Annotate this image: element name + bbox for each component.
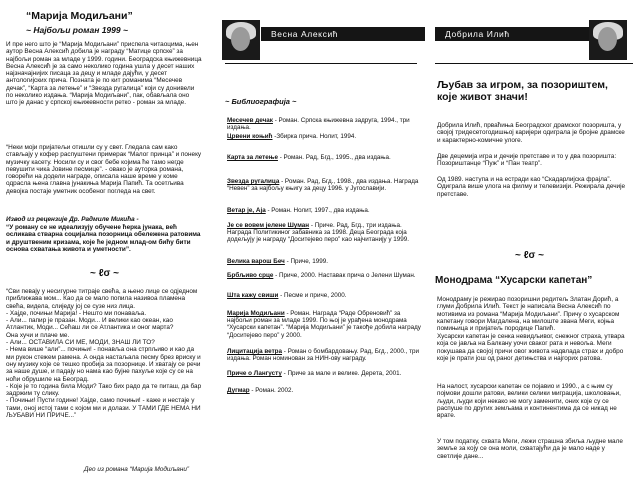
entry-details: - Роман. Награда “Раде Обреновић” за најбољи роман за младе 1999. По њој је урађена монодрама “Хусарски капетан”. “Марија Модиљани” је такође добила награду “Доситејево перо” у 2000. [227,310,421,339]
entry-title: Брбљиво срце [227,272,274,279]
divider [435,63,633,64]
entry-title: Шта кажу свиши [227,292,279,299]
bibliography-entry [227,117,423,131]
ornament: ~ ℓσ ~ [515,250,544,261]
bibliography-entry [227,310,423,339]
bibliography-heading: ~ Библиографија ~ [225,97,297,106]
headline: Љубав за игром, за позориштем, које живот значи! [437,79,608,103]
entry-details: - Роман. Рад, Бгд., 1995., два издања. [277,154,391,161]
book-title: “Марија Модиљани” [26,10,133,22]
right-column [431,0,637,480]
book-subtitle: ~ Најбољи роман 1999 ~ [26,25,128,35]
entry-details: - Приче, 1999. [284,258,329,265]
paragraph: У том податку, схвата Меги, лежи страшна збиља људне мале земље за коју се она моли, схватајући да је мало наде у светлије дане... [437,438,623,460]
bibliography-entry [227,272,423,279]
review-text: “У роману се не идеализују обучене ћерка јунака, већ осликава стварна социјална позорница обележена ратовима и друштвеним кризама, које ће једном млад-ом бићу бити основа схватања живота и уметности”. [6,224,201,253]
entry-title: Је се вовем јелене Шуман [227,222,310,229]
entry-title: Дугмар [227,387,250,394]
entry-details: - Песме и приче, 2000. [278,292,347,299]
bibliography-entry [227,154,423,161]
actress-photo [589,20,627,60]
entry-title: Ветар је, Аја [227,207,266,214]
entry-title: Карта за летење [227,154,278,161]
middle-column [219,0,425,480]
entry-title: Месечев дечак [227,117,273,124]
paragraph: Монодраму је режирао позоришни редитељ Златан Дорић, а глуми Добрила Илић. Текст је написала Весна Алексић по мотивима из романа “Марија Модиљани”. Причу о хусарском капетану говори Магдалена, на милоште звана Меги, којња помињица и пријатељ породице Папић. [437,296,620,333]
paragraph: На налост, хусарски капетан се појавио и 1990., а с њим су појмови дошли ратови, велики селики миграција, школовањи, људи, људи који некако не могу заменити, оних које су се распуше по других земљама и континентима да се никад не врате. [437,383,621,420]
paragraph: Две децемија игра и дечије претставе и то у два позоришта: Позориштанце “Пуж” и “Пан театр”. [437,153,617,168]
bibliography-entry [227,370,423,377]
bibliography-entry [227,133,423,140]
monodrama-heading: Монодрама “Хусарски капетан” [435,275,593,286]
left-column [4,0,208,480]
bibliography-entry [227,207,423,214]
bibliography-entry [227,292,423,299]
entry-details: - Роман. 2002. [249,387,294,394]
excerpt-footer: Део из романа “Марија Модиљани” [84,466,190,473]
face-shape [598,27,617,51]
entry-details: - Приче. Рад, Бгд., три издања. Награда Политикиног забавника за 1998. Деца Београда која додељују је награду “Доситејево перо” као најчитанију у 1999. [227,222,410,244]
bibliography-entry [227,387,423,394]
entry-title: Црвени коњић [227,133,273,140]
entry-title: Приче о Лангусту [227,370,282,377]
paragraph: Од 1989. наступа и на естради као “Скадарлијска фрајла”. Одиграла више улога на филму и телевизији. Режирала дечије претставе. [437,176,626,198]
paragraph: Хусарски капетан је сенка невидљивог, снежног страха, утвара која се јавља на Балкану уочи сваког рата и невоља. Меги покушава да својој причи овог живота надвлада страх и добро које је прати још од раног детињства и најгорих ратова. [437,333,625,362]
actress-name-bar: Добрила Илић [435,27,597,41]
entry-details: - Роман о бомбардовању. Рад, Бгд., 2000., три издања. Роман номинован за НИН-ову награду. [227,348,419,363]
entry-details: -Збирка прича. Нолит, 1994. [272,133,357,140]
intro-paragraph: И пре него што је “Марија Модиљани” приспела читаоцима, њен аутор Весна Алексић добила је награду “Матице српске” за најбољи роман за младе у 1999. години. Београдска књижевница Весна Алексић је за само неколико година ушла у десет наших најзначајнијих писаца за децу и младе дајући, у десет антологијских прича. Позната је по кит романима “Месечев дечак”, “Карта за летење” и “Звезда ругалица” који су донивели по неколико издања. “Марија Модиљани”, пак, обављала оно што је данас у српској књижевности ретко - роман за младе. [6,41,202,107]
bibliography-entry [227,348,423,362]
divider [225,63,417,64]
entry-title: Звезда ругалица [227,178,280,185]
bibliography-entry [227,178,423,192]
author-name-bar: Весна Алексић [261,27,425,41]
author-photo [222,20,260,60]
entry-title: Марија Модиљани [227,310,285,317]
entry-title: Велика варош Беч [227,258,285,265]
quote-paragraph: “Неки моји пријатељи отишли су у свет. Гледала сам како стављају у кофер распуштени примерак “Малог принца” и понеку музичку касету. Носили су и свог бебе којима ће тамо негде певушити чика Јовине песмице”. - овако је ауторка романа, говорећи на додели награде, описала наше време у коме одрасла њена главна јунакиња Марија Папић. Та осетљива девојка постаје уметник особеног погледа на свет. [6,144,202,195]
excerpt-paragraph: “Сви певају у несигурне титраје свећа, а њено лице се одједном приближава мом... Као да се мало попила називоа пламена свећа, видела, слиједу јој се сузе низ лица. - Хајде, почињи Марија! - Нешто ми понаваља. - Али... папир је празан. Моди... И велики као океан, као Атлантик, Моди... Сећаш ли се Атлантика и оног марта? Она хучи и плаче ме. - Али... ОСТАВИЛА СИ МЕ, МОДИ, ЗНАШ ЛИ ТО? - Нема више “али”... почињи! - понавља она стрпљиво и као да ми рукон стежем рамена. А онда настаљала песму брез вриску и ону музику које се тешко пробија за позорнице. И хватају се речи за наше душе, и падају но нама као бујне пахуље које су се на ноћи обрушиле на Београд. - Које је то година била Моди? Тако бих радо да те питаш, да бар задржим ту слику. - Почињи! Пусти године! Хајде, само почињи! - каже и нестаје у тами, оној истој тами с којом ми и долази. У ТАМИ ГДЕ НЕМА НИ ЉУБАВИ НИ ПРИЧЕ...” [6,288,202,420]
entry-details: - Приче, 2000. Наставак прича о Јелени Шуман. [273,272,416,279]
review-label: Извод из рецензије Др. Радмиле Микића - [6,216,139,223]
entry-details: - Роман. Српска књижевна задруга, 1994., три издања. [227,117,410,132]
face-shape [231,27,250,51]
bibliography-entry [227,258,423,265]
entry-title: Лицитација ветра [227,348,282,355]
entry-details: - Роман. Рад, Бгд., 1998., два издања. Награда “Невен” за најбољу књигу за децу 1996. у Југославији. [227,178,419,193]
entry-details: - Приче за мале и велике. Дерета, 2001. [281,370,402,377]
bibliography-entry [227,222,423,244]
paragraph: Добрила Илић, прваћиња Београдског драмског позоришта, у својој тридесетогодишњој каријери одиграла је бројне драмске и карактерно-комичне улоге. [437,122,625,144]
entry-details: - Роман. Нолит, 1997., два издања. [265,207,370,214]
ornament: ~ ℓσ ~ [90,268,119,279]
